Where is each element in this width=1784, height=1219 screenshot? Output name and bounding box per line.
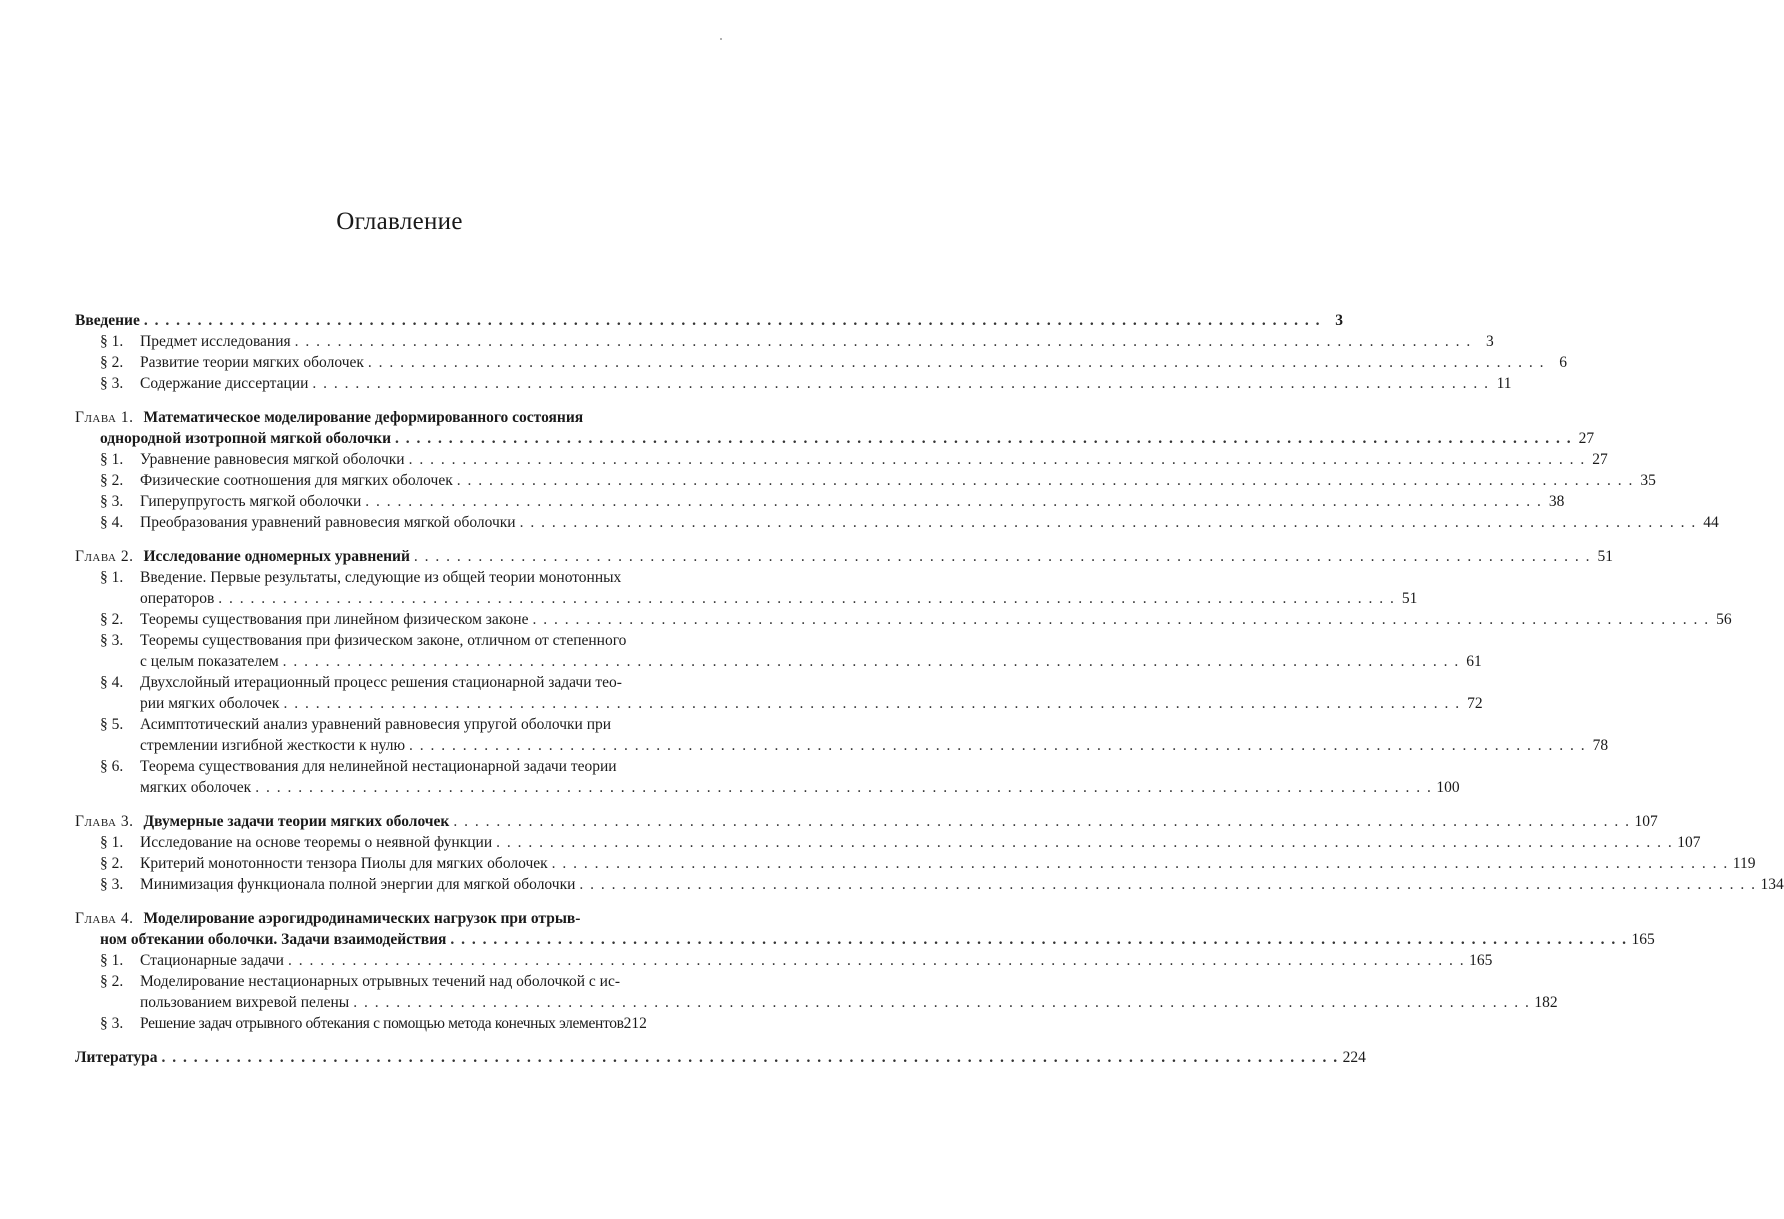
chapter-label: Глава 2. <box>75 548 134 565</box>
chapter-title-line: Двумерные задачи теории мягких оболочек <box>143 813 450 830</box>
dot-leader <box>457 470 1634 491</box>
page-number: 61 <box>1466 653 1482 670</box>
page-number: 6 <box>1559 354 1568 371</box>
section-title: Решение задач отрывного обтекания с помощью метода конечных элементов <box>140 1015 624 1032</box>
page-number: 3 <box>1486 333 1494 350</box>
bibliography-label: Литература <box>75 1049 158 1066</box>
section-number: § 6. <box>100 758 124 775</box>
section-title: Гиперупругость мягкой оболочки <box>140 493 362 510</box>
section-number: § 2. <box>100 973 124 990</box>
chapter-heading[interactable] <box>75 908 753 929</box>
intro-entry[interactable] <box>75 310 1343 331</box>
chapter-heading[interactable] <box>75 407 753 428</box>
toc-section[interactable] <box>75 672 1483 714</box>
toc-section[interactable] <box>75 449 1608 470</box>
toc-section[interactable] <box>75 331 1494 352</box>
table-of-contents <box>75 310 1784 1068</box>
chapter-heading[interactable] <box>75 546 1614 567</box>
section-title: стремлении изгибной жесткости к нулю <box>140 737 406 754</box>
chapter-heading[interactable] <box>75 811 1658 832</box>
section-number: § 3. <box>100 1015 124 1032</box>
dot-leader <box>312 373 1489 394</box>
dot-leader <box>520 512 1697 533</box>
intro-group <box>75 310 1568 394</box>
chapter-title-line: Исследование одномерных уравнений <box>143 548 410 565</box>
page-number: 27 <box>1578 430 1595 447</box>
toc-section[interactable] <box>75 567 1418 609</box>
chapter-label: Глава 1. <box>75 409 134 426</box>
section-title: пользованием вихревой пелены <box>140 994 350 1011</box>
intro-label: Введение <box>75 312 140 329</box>
bibliography-entry[interactable] <box>75 1047 1366 1068</box>
section-number: § 1. <box>100 952 124 969</box>
toc-section[interactable] <box>75 470 1656 491</box>
page-number: 134 <box>1760 876 1784 893</box>
page-number: 107 <box>1677 834 1701 851</box>
chapter-3-group <box>75 811 1784 895</box>
page-number: 182 <box>1534 994 1558 1011</box>
section-title-line: Теоремы существования при физическом законе, отличном от степенного <box>140 632 627 649</box>
chapter-title-line: Математическое моделирование деформированного состояния <box>143 409 584 426</box>
page-number: 11 <box>1496 375 1512 392</box>
toc-section[interactable] <box>75 630 1482 672</box>
section-number: § 2. <box>100 354 124 371</box>
page-number: 51 <box>1597 548 1614 565</box>
page-number: 78 <box>1592 737 1609 754</box>
chapter-4-group <box>75 908 1655 1034</box>
section-title-line: Моделирование нестационарных отрывных течений над оболочкой с ис- <box>140 973 620 990</box>
toc-section[interactable] <box>75 352 1568 373</box>
page-number: 56 <box>1716 611 1732 628</box>
toc-section[interactable] <box>75 512 1719 533</box>
section-number: § 3. <box>100 493 124 510</box>
section-title: рии мягких оболочек <box>140 695 280 712</box>
dot-leader <box>496 832 1673 853</box>
toc-section[interactable] <box>75 609 1732 630</box>
dot-leader <box>218 588 1395 609</box>
section-title: с целым показателем <box>140 653 279 670</box>
section-number: § 4. <box>100 674 124 691</box>
section-number: § 1. <box>100 333 124 350</box>
page-number: 165 <box>1469 952 1493 969</box>
section-number: § 3. <box>100 632 124 649</box>
page-number: 44 <box>1703 514 1719 531</box>
section-number: § 2. <box>100 472 124 489</box>
section-title: Развитие теории мягких оболочек <box>140 354 364 371</box>
section-title: Стационарные задачи <box>140 952 284 969</box>
chapter-title-line: однородной изотропной мягкой оболочки <box>100 430 392 447</box>
chapter-title-line: ном обтекании оболочки. Задачи взаимодействия <box>100 931 447 948</box>
page-number: 35 <box>1640 472 1656 489</box>
dot-leader <box>295 331 1472 352</box>
section-title: Минимизация функционала полной энергии для мягкой оболочки <box>140 876 576 893</box>
section-number: § 4. <box>100 514 124 531</box>
chapter-2-group <box>75 546 1732 798</box>
section-title: Теоремы существования при линейном физическом законе <box>140 611 529 628</box>
dot-leader <box>552 853 1729 874</box>
section-title-line: Теорема существования для нелинейной нестационарной задачи теории <box>140 758 617 775</box>
toc-section[interactable] <box>75 971 1558 1013</box>
section-title: Исследование на основе теоремы о неявной функции <box>140 834 493 851</box>
toc-section[interactable] <box>75 756 1460 798</box>
section-number: § 2. <box>100 855 124 872</box>
section-title-line: Введение. Первые результаты, следующие из общей теории монотонных <box>140 569 622 586</box>
toc-section[interactable] <box>75 950 1493 971</box>
page-number: 100 <box>1436 779 1460 796</box>
page-number: 27 <box>1592 451 1608 468</box>
section-title: Физические соотношения для мягких оболочек <box>140 472 453 489</box>
section-title: Преобразования уравнений равновесия мягкой оболочки <box>140 514 516 531</box>
dot-leader <box>395 428 1572 449</box>
dot-leader <box>368 352 1545 373</box>
toc-section[interactable] <box>75 874 1784 895</box>
page-number: 212 <box>623 1015 647 1032</box>
page-number: 72 <box>1467 695 1483 712</box>
chapter-1-group <box>75 407 1719 533</box>
dot-leader <box>409 449 1586 470</box>
dot-leader <box>144 310 1321 331</box>
chapter-title-line: Моделирование аэрогидродинамических нагрузок при отрыв- <box>143 910 581 927</box>
section-title: Критерий монотонности тензора Пиолы для мягких оболочек <box>140 855 548 872</box>
toc-section[interactable] <box>75 1013 753 1034</box>
dot-leader <box>579 874 1756 895</box>
page-number: 51 <box>1401 590 1418 607</box>
dot-leader <box>409 735 1586 756</box>
section-number: § 1. <box>100 451 124 468</box>
dot-leader <box>365 491 1542 512</box>
chapter-title-entry[interactable] <box>75 929 1655 950</box>
section-number: § 5. <box>100 716 124 733</box>
chapter-label: Глава 3. <box>75 813 134 830</box>
toc-section[interactable] <box>75 832 1701 853</box>
page-number: 3 <box>1335 312 1343 329</box>
section-number: § 1. <box>100 569 124 586</box>
dot-leader <box>450 929 1627 950</box>
section-title: Уравнение равновесия мягкой оболочки <box>140 451 405 468</box>
page-number: 165 <box>1631 931 1655 948</box>
page-number: 107 <box>1634 813 1658 830</box>
toc-section[interactable] <box>75 373 1512 394</box>
dot-leader <box>283 651 1460 672</box>
section-title-line: Двухслойный итерационный процесс решения стационарной задачи тео- <box>140 674 622 691</box>
dot-leader <box>288 950 1465 971</box>
dot-leader <box>453 811 1630 832</box>
toc-section[interactable] <box>75 853 1756 874</box>
dot-leader <box>283 693 1460 714</box>
dot-leader <box>532 609 1709 630</box>
toc-section[interactable] <box>75 491 1565 512</box>
chapter-label: Глава 4. <box>75 910 134 927</box>
page-title: Оглавление <box>336 208 463 235</box>
section-number: § 3. <box>100 375 124 392</box>
section-number: § 3. <box>100 876 124 893</box>
dot-leader <box>414 546 1591 567</box>
chapter-title-entry[interactable] <box>75 428 1595 449</box>
page-number: 119 <box>1732 855 1756 872</box>
scan-speck <box>720 38 722 40</box>
page-number: 224 <box>1342 1049 1366 1066</box>
dot-leader <box>255 777 1432 798</box>
dot-leader <box>161 1047 1338 1068</box>
section-title: операторов <box>140 590 215 607</box>
section-number: § 1. <box>100 834 124 851</box>
dot-leader <box>353 992 1530 1013</box>
page-number: 38 <box>1548 493 1565 510</box>
section-title: мягких оболочек <box>140 779 252 796</box>
section-title: Содержание диссертации <box>140 375 309 392</box>
section-title-line: Асимптотический анализ уравнений равновесия упругой оболочки при <box>140 716 612 733</box>
section-title: Предмет исследования <box>140 333 291 350</box>
toc-section[interactable] <box>75 714 1609 756</box>
section-number: § 2. <box>100 611 124 628</box>
